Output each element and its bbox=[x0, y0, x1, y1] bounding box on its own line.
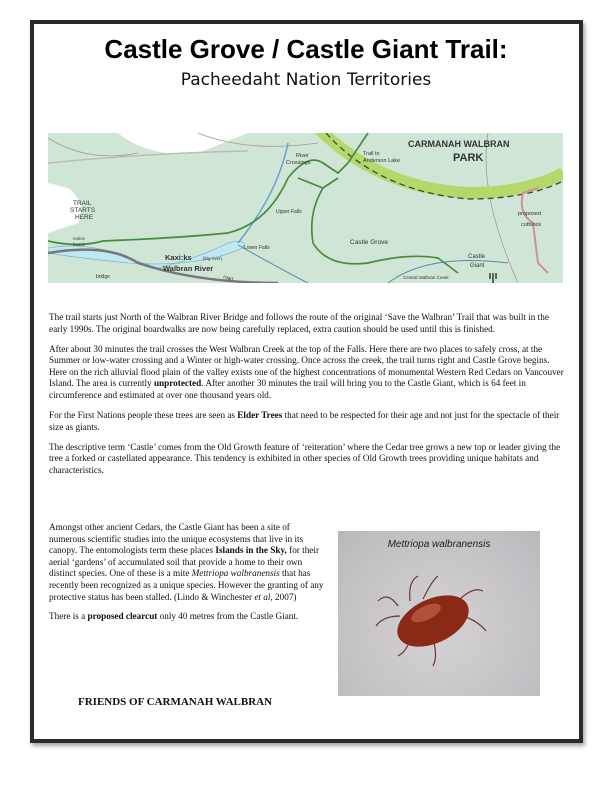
paragraph: The descriptive term ‘Castle’ comes from the Old Growth feature of ‘reiteration’ where the Cedar tree grows a new top or leader giving the tree a forked or castellated appearance. This tendency is exhibited in other species of Old Growth trees providing unique habitats and characteristics. bbox=[49, 441, 561, 476]
mite-image bbox=[338, 531, 540, 696]
text: et al bbox=[254, 591, 271, 602]
emphasis: Elder Trees bbox=[237, 410, 283, 421]
map-label: cutblock bbox=[521, 222, 542, 228]
text: that has recently been recognized as a unique species. However the granting of any protective status has been stalled. (Lindo & Winchester bbox=[49, 568, 324, 602]
map-label: (big river) bbox=[203, 256, 223, 261]
map-label: Walbran River bbox=[163, 264, 214, 273]
trail-map bbox=[48, 133, 563, 283]
map-label: Trail to bbox=[363, 151, 380, 157]
text: , 2007) bbox=[270, 591, 297, 602]
map-label: Giant bbox=[470, 263, 485, 269]
page-subtitle: Pacheedaht Nation Territories bbox=[180, 70, 432, 90]
map-label: Castle Grove bbox=[350, 239, 388, 246]
emphasis: unprotected bbox=[153, 378, 202, 389]
emphasis: Islands in the Sky, bbox=[215, 545, 287, 556]
body-text bbox=[49, 312, 565, 485]
map-label: notice bbox=[73, 236, 86, 241]
map-label: STARTS bbox=[70, 207, 96, 214]
map-label: Kaxi:ks bbox=[165, 253, 192, 262]
paragraph: The trail starts just North of the Walbran River Bridge and follows the route of the original ‘Save the Walbran’ Trail that was built in the early 1990s. The original boardwalks are now being carefully replaced, extra caution should be used until this is finished. bbox=[49, 312, 549, 334]
mite-photo bbox=[338, 531, 540, 696]
map-label: road bbox=[222, 274, 234, 283]
text: only 40 metres from the Castle Giant. bbox=[157, 611, 299, 622]
map-label: River bbox=[296, 153, 309, 159]
text: . After another 30 minutes the trail will bring you to the Castle Giant, which is 64 feet in circumference and estimated at over one thousand years old. bbox=[49, 378, 526, 401]
text: There is a bbox=[49, 611, 88, 622]
map-label: board bbox=[73, 242, 85, 247]
map-label: HERE bbox=[75, 214, 94, 221]
left-column-text bbox=[49, 522, 324, 631]
map-label: CARMANAH WALBRAN bbox=[408, 139, 510, 149]
photo-caption: Mettriopa walbranensis bbox=[387, 539, 491, 550]
text: For the First Nations people these trees are seen as bbox=[49, 410, 238, 421]
emphasis: proposed clearcut bbox=[87, 611, 158, 622]
map-label: Upper Falls bbox=[276, 209, 302, 215]
footer-organization: FRIENDS OF CARMANAH WALBRAN bbox=[78, 696, 273, 708]
text: After about 30 minutes the trail crosses the West Walbran Creek at the top of the Falls. Here there are two places to safely cross, at the Summer or low-water crossing and a Winter or high-water crossing. Once across the creek, the trail turns right and Castle Grove begins. Here on the rich alluvial flood plain of the valley exists one of the highest concentrations of monumental Western Red Cedars on Vancouver Island. The area is currently bbox=[49, 343, 564, 389]
map-label: proposed bbox=[518, 211, 541, 217]
map-label: bridge bbox=[96, 274, 110, 280]
paragraph bbox=[49, 410, 565, 433]
text: Amongst other ancient Cedars, the Castle Giant has been a site of numerous scientific studies into the unique ecosystems that live in its canopy. The entomologists term these places bbox=[49, 522, 304, 556]
map-label: PARK bbox=[453, 152, 484, 164]
paragraph bbox=[49, 611, 324, 623]
map-label: Anderson Lake bbox=[363, 158, 400, 164]
paragraph bbox=[49, 522, 324, 603]
species-name: Mettriopa walbranensis bbox=[191, 568, 280, 579]
map-label: Lower Falls bbox=[244, 245, 270, 251]
map-label: Crossings bbox=[286, 160, 311, 166]
paragraph bbox=[49, 344, 565, 402]
map-label: TRAIL bbox=[73, 200, 92, 207]
text: for their aerial ‘gardens’ of accumulated soil that provide a home to their own distinct species. One of these is a mite bbox=[49, 545, 320, 579]
map-label: Castle bbox=[468, 254, 486, 260]
text: that need to be respected for their age and not just for the spectacle of their size as giants. bbox=[49, 410, 560, 432]
page-title: Castle Grove / Castle Giant Trail: bbox=[104, 34, 508, 64]
map-label: Central Walbran Creek bbox=[403, 275, 449, 280]
